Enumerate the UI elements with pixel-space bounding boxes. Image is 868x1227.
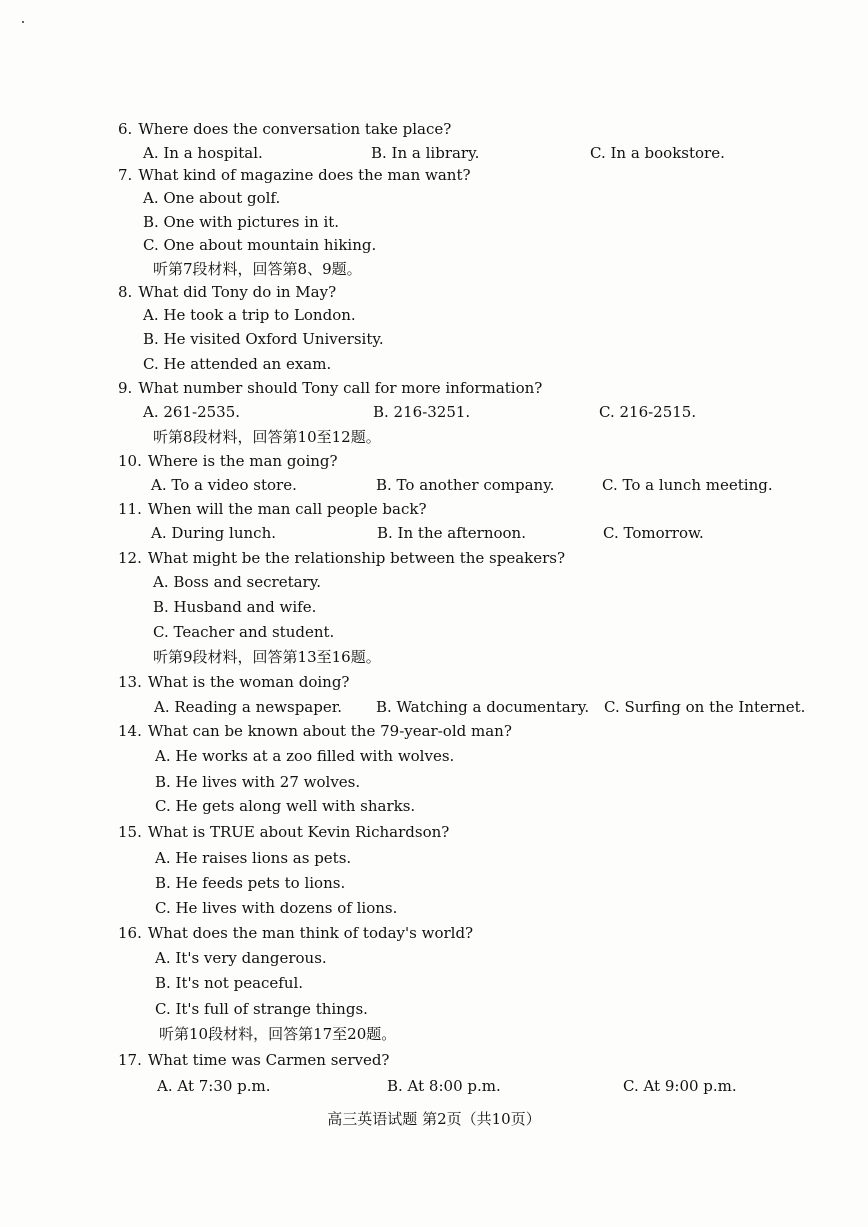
- q14-option-a: A. He works at a zoo filled with wolves.: [155, 747, 455, 765]
- q13-option-c: C. Surfing on the Internet.: [604, 698, 806, 716]
- q11-option-b: B. In the afternoon.: [377, 524, 526, 542]
- q17-option-c: C. At 9:00 p.m.: [623, 1077, 737, 1095]
- q16-option-c: C. It's full of strange things.: [155, 1000, 368, 1018]
- q13-option-a: A. Reading a newspaper.: [154, 698, 343, 716]
- q6-option-c: C. In a bookstore.: [590, 144, 725, 162]
- section-instruction-9: 听第9段材料，回答第13至16题。: [153, 648, 381, 666]
- page-footer: 高三英语试题 第2页（共10页）: [327, 1110, 541, 1128]
- q9-option-a: A. 261-2535.: [143, 403, 241, 421]
- q8-option-c: C. He attended an exam.: [143, 355, 332, 373]
- q12-option-c: C. Teacher and student.: [153, 623, 335, 641]
- q7-option-b: B. One with pictures in it.: [143, 213, 340, 231]
- q8-option-a: A. He took a trip to London.: [143, 306, 356, 324]
- q17-option-a: A. At 7:30 p.m.: [157, 1077, 271, 1095]
- question-6: 6. Where does the conversation take place?: [118, 120, 452, 138]
- question-12: 12. What might be the relationship between the speakers?: [118, 549, 566, 567]
- q13-option-b: B. Watching a documentary.: [376, 698, 590, 716]
- question-7: 7. What kind of magazine does the man want?: [118, 166, 471, 184]
- question-9: 9. What number should Tony call for more information?: [118, 379, 543, 397]
- q10-option-b: B. To another company.: [376, 476, 555, 494]
- q16-option-a: A. It's very dangerous.: [155, 949, 327, 967]
- section-instruction-10: 听第10段材料，回答第17至20题。: [159, 1025, 397, 1043]
- q7-option-c: C. One about mountain hiking.: [143, 236, 377, 254]
- section-instruction-8: 听第8段材料，回答第10至12题。: [153, 428, 381, 446]
- q11-option-c: C. Tomorrow.: [603, 524, 704, 542]
- q14-option-c: C. He gets along well with sharks.: [155, 797, 416, 815]
- section-instruction-7: 听第7段材料，回答第8、9题。: [153, 260, 362, 278]
- question-14: 14. What can be known about the 79-year-old man?: [118, 722, 512, 740]
- q12-option-b: B. Husband and wife.: [153, 598, 317, 616]
- q15-option-a: A. He raises lions as pets.: [155, 849, 352, 867]
- q17-option-b: B. At 8:00 p.m.: [387, 1077, 501, 1095]
- q15-option-c: C. He lives with dozens of lions.: [155, 899, 398, 917]
- question-11: 11. When will the man call people back?: [118, 500, 427, 518]
- q14-option-b: B. He lives with 27 wolves.: [155, 773, 361, 791]
- q10-option-a: A. To a video store.: [151, 476, 297, 494]
- q11-option-a: A. During lunch.: [151, 524, 277, 542]
- q15-option-b: B. He feeds pets to lions.: [155, 874, 346, 892]
- q16-option-b: B. It's not peaceful.: [155, 974, 304, 992]
- q7-option-a: A. One about golf.: [143, 189, 281, 207]
- q10-option-c: C. To a lunch meeting.: [602, 476, 773, 494]
- q9-option-c: C. 216-2515.: [599, 403, 697, 421]
- question-8: 8. What did Tony do in May?: [118, 283, 337, 301]
- question-15: 15. What is TRUE about Kevin Richardson?: [118, 823, 450, 841]
- q8-option-b: B. He visited Oxford University.: [143, 330, 384, 348]
- q6-option-a: A. In a hospital.: [143, 144, 263, 162]
- question-13: 13. What is the woman doing?: [118, 673, 350, 691]
- question-16: 16. What does the man think of today's world?: [118, 924, 474, 942]
- q12-option-a: A. Boss and secretary.: [153, 573, 321, 591]
- question-17: 17. What time was Carmen served?: [118, 1051, 390, 1069]
- q6-option-b: B. In a library.: [371, 144, 480, 162]
- scan-speck: [22, 21, 24, 23]
- question-10: 10. Where is the man going?: [118, 452, 338, 470]
- q9-option-b: B. 216-3251.: [373, 403, 471, 421]
